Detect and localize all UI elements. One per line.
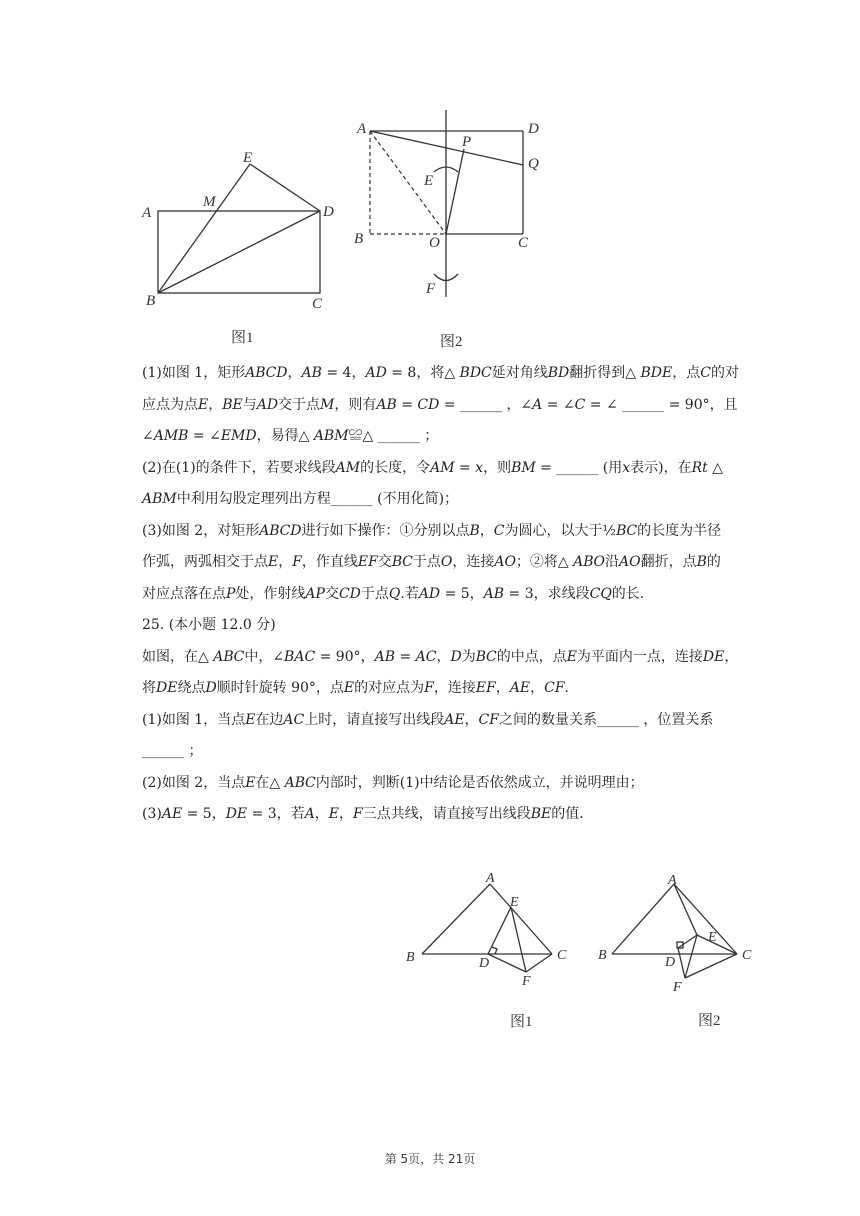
p24-line-8: 对应点落在点𝑃处，作射线𝐴𝑃交𝐶𝐷于点𝑄.若𝐴𝐷 = 5，𝐴𝐵 = 3，求线段𝐶𝑄的长. <box>142 585 645 602</box>
figure-4-triangle-rotation <box>592 868 764 1033</box>
p25-line-4: ______ ； <box>142 743 203 759</box>
p25-line-1: 如图，在△ 𝐴𝐵𝐶中，∠𝐵𝐴𝐶 = 90°，𝐴𝐵 = 𝐴𝐶，𝐷为𝐵𝐶的中点，点𝐸为平面内一点，连接𝐷𝐸， <box>142 648 739 665</box>
label-c: C <box>557 948 567 963</box>
label-q: Q <box>528 156 539 172</box>
segment-ec <box>697 935 737 954</box>
label-b: B <box>354 231 364 247</box>
figure-2-caption: 图2 <box>440 334 463 350</box>
figure-1-rectangle-fold <box>130 140 340 355</box>
p25-line-3: (1)如图 1，当点𝐸在边𝐴𝐶上时，请直接写出线段𝐴𝐸，𝐶𝐹之间的数量关系______ ，位置关系 <box>142 711 714 728</box>
problem-text <box>142 358 754 831</box>
p25-line-2: 将𝐷𝐸绕点𝐷顺时针旋转 90°，点𝐸的对应点为𝐹，连接𝐸𝐹，𝐴𝐸，𝐶𝐹. <box>142 680 570 696</box>
label-f: F <box>522 974 531 989</box>
side-ac <box>490 884 552 954</box>
label-c: C <box>312 296 323 312</box>
p25-line-5: (2)如图 2，当点𝐸在△ 𝐴𝐵𝐶内部时，判断(1)中结论是否依然成立，并说明理由； <box>142 774 644 791</box>
diagonal-bd <box>158 211 320 293</box>
figure-4-svg <box>592 868 764 1033</box>
figure-4-caption: 图2 <box>698 1013 721 1029</box>
label-d: D <box>528 121 539 137</box>
label-e: E <box>510 895 519 910</box>
right-angle-mark <box>492 947 497 954</box>
label-e: E <box>243 150 253 166</box>
p24-line-6: (3)如图 2，对矩形𝐴𝐵𝐶𝐷进行如下操作：①分别以点𝐵，𝐶为圆心，以大于½𝐵𝐶的长度为半径 <box>142 522 722 539</box>
problem-24-body <box>142 358 754 610</box>
label-e: E <box>424 173 434 189</box>
p24-line-2: 应点为点𝐸，𝐵𝐸与𝐴𝐷交于点𝑀，则有𝐴𝐵 = 𝐶𝐷 = ______ ，∠𝐴 = ∠𝐶 = ∠ ______ = 90°，且 <box>142 396 738 413</box>
segment-de <box>488 907 511 954</box>
segment-cf <box>685 954 737 978</box>
label-f: F <box>673 980 682 995</box>
label-a: A <box>486 871 495 886</box>
segment-df <box>678 948 685 978</box>
figure-1-svg <box>130 140 340 355</box>
label-b: B <box>406 950 415 965</box>
label-p: P <box>462 134 472 150</box>
p24-line-5: 𝐴𝐵𝑀中利用勾股定理列出方程______ (不用化简)； <box>142 491 459 507</box>
figure-2-rectangle-construction <box>340 102 560 352</box>
label-e: E <box>708 930 717 945</box>
p24-line-3: ∠𝐴𝑀𝐵 = ∠𝐸𝑀𝐷，易得△ 𝐴𝐵𝑀≌△ ______ ； <box>142 428 439 444</box>
problem-25-header: 25. (本小题 12.0 分) <box>142 617 276 633</box>
segment-cf <box>526 954 552 972</box>
label-d: D <box>665 955 676 970</box>
label-m: M <box>203 194 216 210</box>
label-o: O <box>429 235 440 251</box>
p24-line-1: (1)如图 1，矩形𝐴𝐵𝐶𝐷，𝐴𝐵 = 4，𝐴𝐷 = 8，将△ 𝐵𝐷𝐶延对角线𝐵𝐷翻折得到△ 𝐵𝐷𝐸，点𝐶的对 <box>142 365 739 381</box>
label-c: C <box>742 948 752 963</box>
figure-3-caption: 图1 <box>510 1014 533 1030</box>
segment-df <box>488 954 526 972</box>
figure-3-svg <box>400 870 580 1035</box>
label-d: D <box>479 956 490 971</box>
segment-ao-dashed <box>370 131 446 234</box>
label-a: A <box>357 121 367 137</box>
segment-be <box>158 164 250 293</box>
figure-1-caption: 图1 <box>231 330 254 346</box>
label-b: B <box>146 293 156 309</box>
side-ab <box>422 884 490 954</box>
problem-25-body <box>142 610 754 831</box>
p24-line-4: (2)在(1)的条件下，若要求线段𝐴𝑀的长度，令𝐴𝑀 = 𝑥，则𝐵𝑀 = ______ (用𝑥表示)，在𝑅𝑡 △ <box>142 459 723 476</box>
p24-line-7: 作弧，两弧相交于点𝐸，𝐹，作直线𝐸𝐹交𝐵𝐶于点𝑂，连接𝐴𝑂；②将△ 𝐴𝐵𝑂沿𝐴𝑂翻折，点𝐵的 <box>142 554 721 570</box>
label-c: C <box>518 235 529 251</box>
label-a: A <box>142 205 152 221</box>
side-ab <box>612 884 674 954</box>
figure-3-triangle-rotation <box>400 870 580 1035</box>
label-f: F <box>426 281 436 297</box>
p25-line-6: (3)𝐴𝐸 = 5，𝐷𝐸 = 3，若𝐴，𝐸，𝐹三点共线，请直接写出线段𝐵𝐸的值. <box>142 806 584 822</box>
page-footer: 第 5页，共 21页 <box>384 1152 476 1166</box>
segment-op <box>446 149 464 234</box>
label-a: A <box>668 873 677 888</box>
label-d: D <box>323 204 334 220</box>
segment-ae <box>674 884 697 935</box>
segment-ed <box>250 164 320 211</box>
figure-2-svg <box>340 102 560 352</box>
label-b: B <box>598 948 607 963</box>
